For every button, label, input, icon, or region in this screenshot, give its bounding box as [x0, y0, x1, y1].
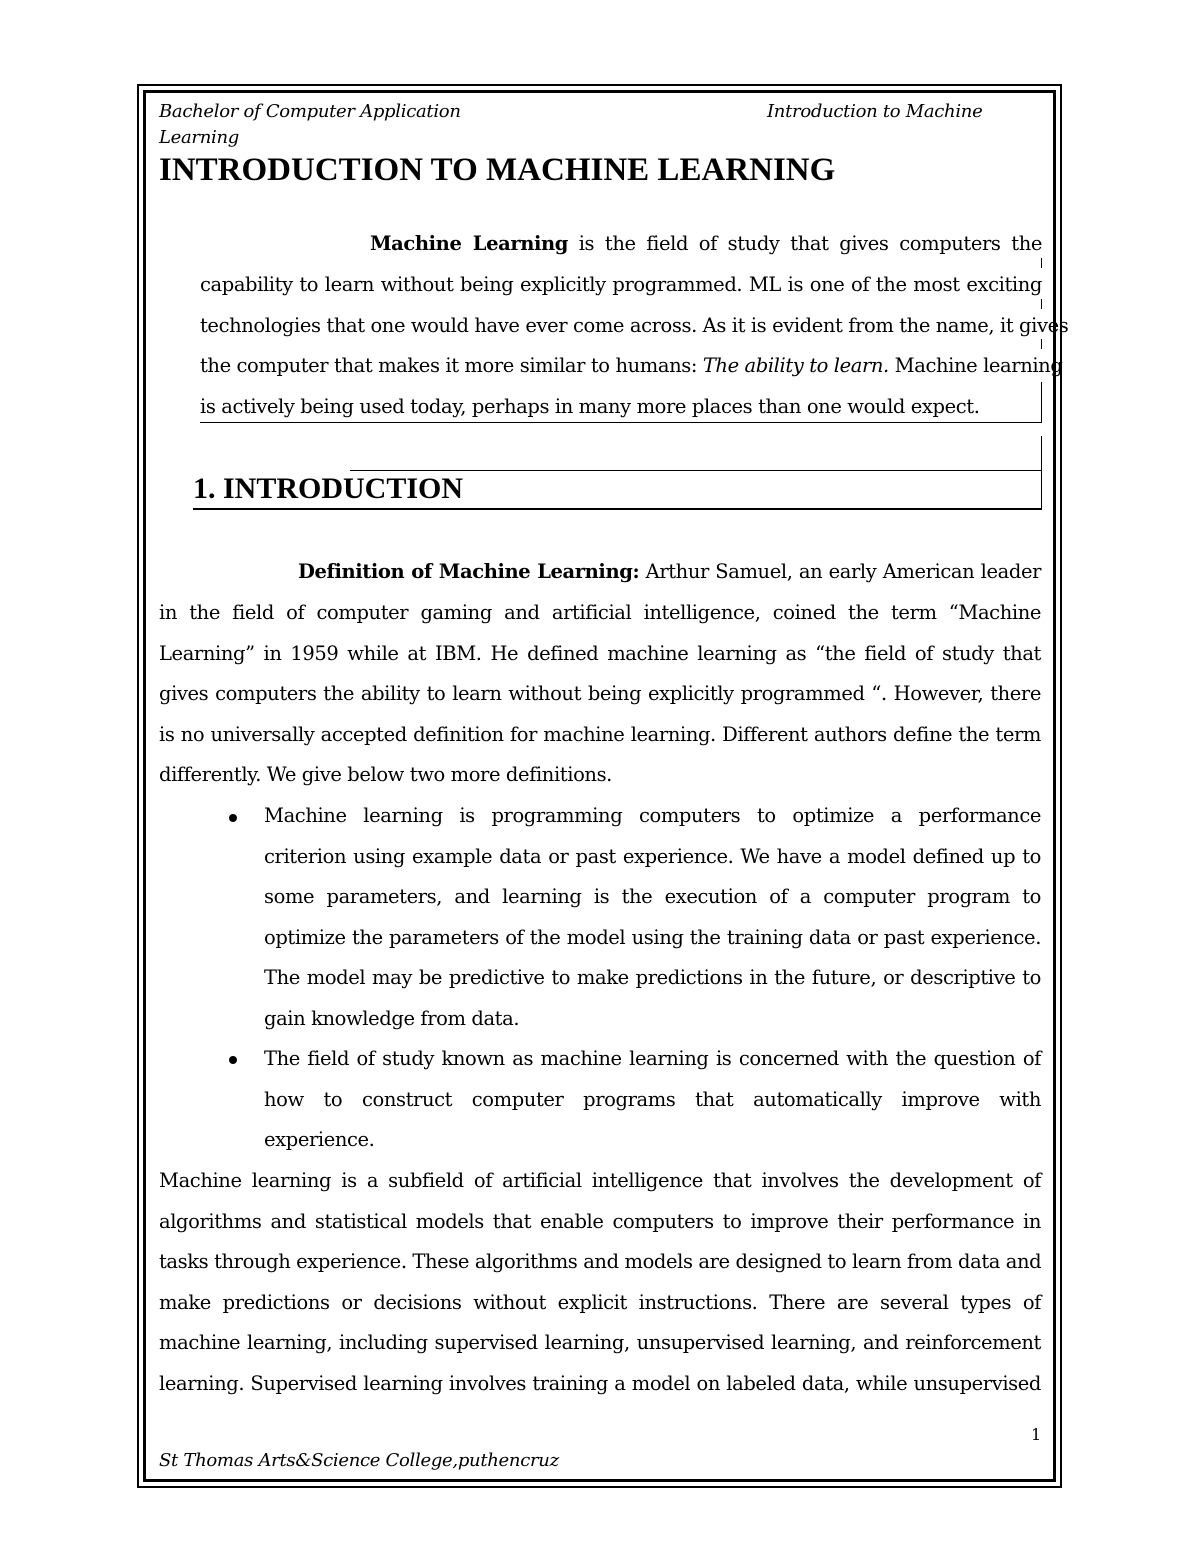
section-heading: 1. INTRODUCTION — [193, 472, 464, 505]
definition-lead: Definition of Machine Learning: — [298, 560, 640, 583]
page-number: 1 — [1031, 1425, 1042, 1444]
intro-tick-3 — [1041, 339, 1042, 349]
bullet-1-line-4: optimize the parameters of the model using the training data or past experience. — [264, 926, 1041, 949]
intro-right-rule — [1041, 382, 1042, 422]
intro-line-3: technologies that one would have ever come across. As it is evident from the name, it gives — [200, 314, 1069, 337]
bullet-2-line-1: The field of study known as machine learning is concerned with the question of — [264, 1047, 1041, 1070]
paragraph-line-2: algorithms and statistical models that enable computers to improve their performance in — [159, 1210, 1041, 1233]
bullet-1-line-2: criterion using example data or past experience. We have a model defined up to — [264, 845, 1041, 868]
paragraph-line-1: Machine learning is a subfield of artificial intelligence that involves the development of — [159, 1169, 1041, 1192]
intro-underline — [200, 422, 1042, 423]
intro-line-4: the computer that makes it more similar to humans: The ability to learn. Machine learning — [200, 354, 1063, 377]
definition-line-6: differently. We give below two more definitions. — [159, 763, 612, 786]
heading-underline — [193, 508, 1042, 510]
intro-tick-2 — [1041, 299, 1042, 309]
intro-line-1: Machine Learning is the field of study that gives computers the — [370, 232, 1042, 255]
intro-tick-1 — [1041, 258, 1042, 268]
bullet-dot-icon — [229, 814, 237, 822]
bullet-2-line-2: how to construct computer programs that automatically improve with — [264, 1088, 1041, 1111]
footer-college: St Thomas Arts&Science College,puthencruz — [159, 1450, 559, 1471]
definition-line-4: gives computers the ability to learn without being explicitly programmed “. However, there — [159, 682, 1041, 705]
heading-top-rule — [350, 470, 1042, 471]
header-wrap: Learning — [159, 127, 240, 148]
bullet-1-line-1: Machine learning is programming computers to optimize a performance — [264, 804, 1041, 827]
bullet-2-line-3: experience. — [264, 1128, 375, 1151]
bullet-1-line-5: The model may be predictive to make predictions in the future, or descriptive to — [264, 966, 1041, 989]
definition-line-3: Learning” in 1959 while at IBM. He defined machine learning as “the field of study that — [159, 642, 1041, 665]
definition-line-5: is no universally accepted definition for machine learning. Different authors define the term — [159, 723, 1041, 746]
paragraph-line-6: learning. Supervised learning involves training a model on labeled data, while unsupervised — [159, 1372, 1041, 1395]
intro-line-2: capability to learn without being explicitly programmed. ML is one of the most exciting — [200, 273, 1042, 296]
bullet-1-line-3: some parameters, and learning is the execution of a computer program to — [264, 885, 1041, 908]
heading-right-rule — [1041, 436, 1042, 508]
intro-lead: Machine Learning — [370, 232, 568, 255]
header-left: Bachelor of Computer Application — [159, 101, 461, 122]
intro-line-5: is actively being used today, perhaps in many more places than one would expect. — [200, 395, 980, 418]
paragraph-line-4: make predictions or decisions without explicit instructions. There are several types of — [159, 1291, 1041, 1314]
bullet-dot-icon — [229, 1056, 237, 1064]
definition-line-2: in the field of computer gaming and artificial intelligence, coined the term “Machine — [159, 601, 1041, 624]
definition-line-1: Definition of Machine Learning: Arthur Samuel, an early American leader — [298, 560, 1042, 583]
intro-italic-phrase: The ability to learn. — [702, 354, 889, 377]
header-right: Introduction to Machine — [767, 101, 983, 122]
paragraph-line-5: machine learning, including supervised learning, unsupervised learning, and reinforcement — [159, 1331, 1041, 1354]
paragraph-line-3: tasks through experience. These algorithms and models are designed to learn from data and — [159, 1250, 1042, 1273]
bullet-1-line-6: gain knowledge from data. — [264, 1007, 520, 1030]
page-title: INTRODUCTION TO MACHINE LEARNING — [159, 152, 836, 188]
